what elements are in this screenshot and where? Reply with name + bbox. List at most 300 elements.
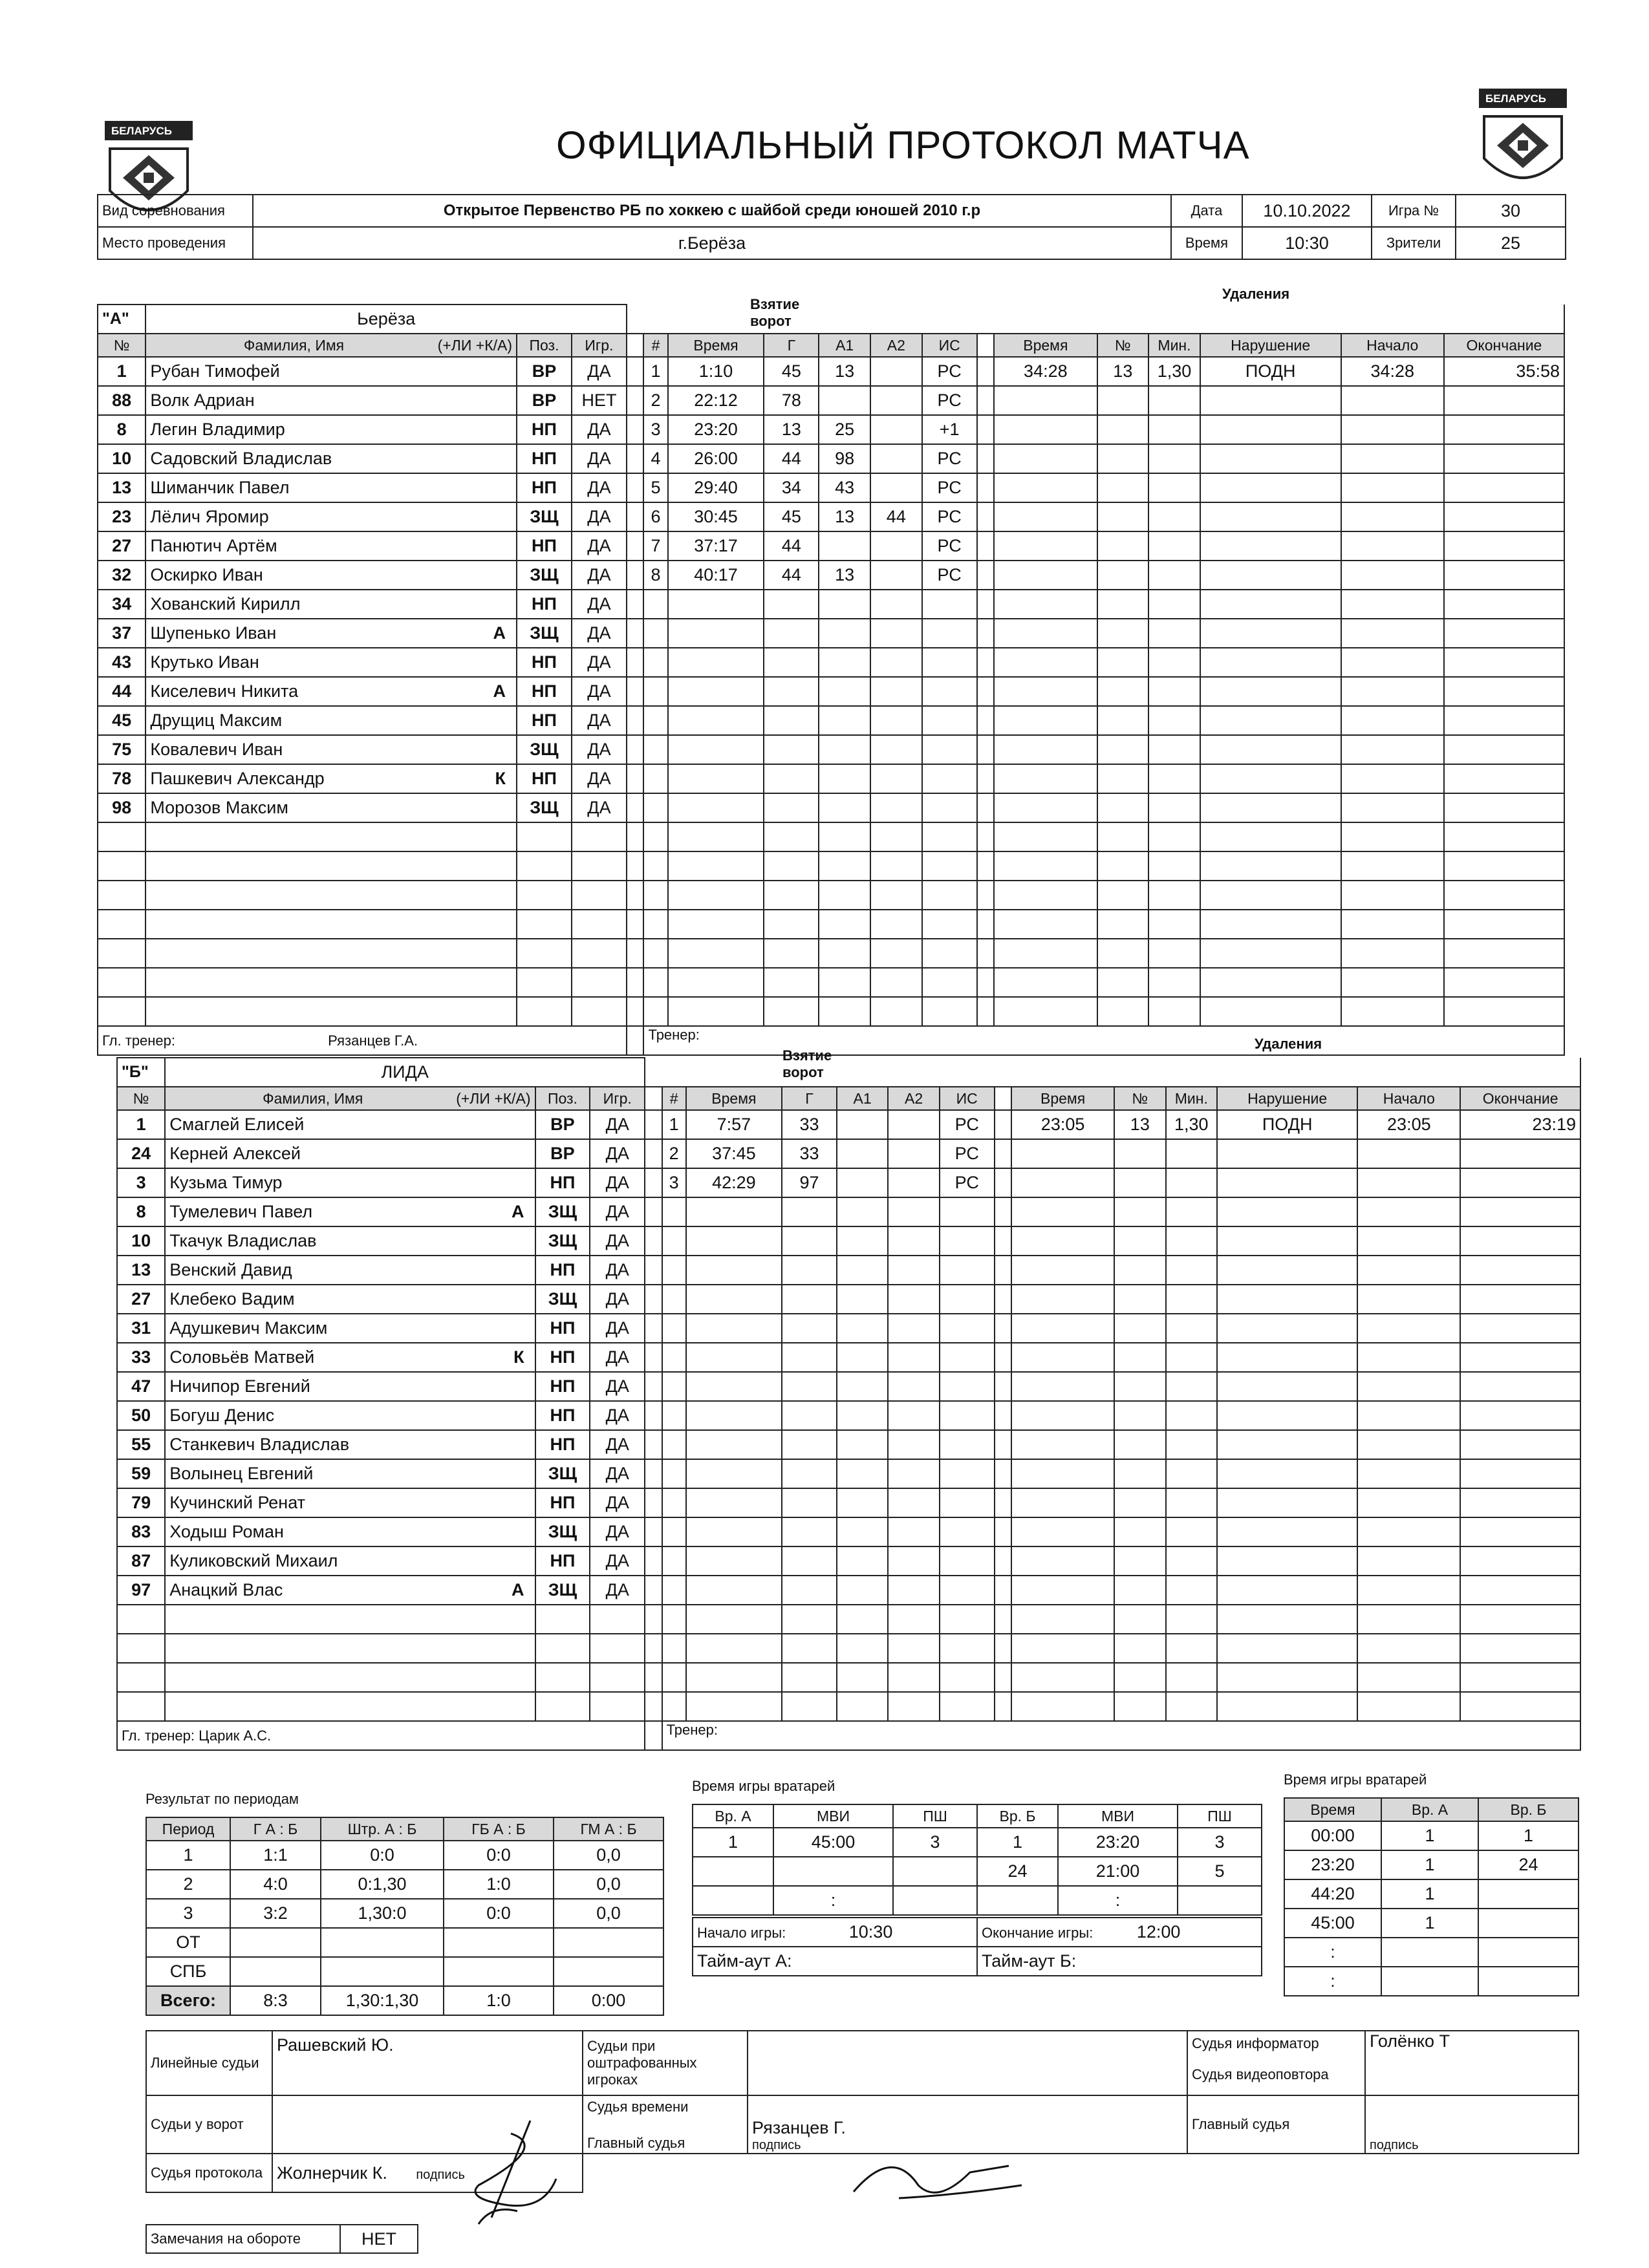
penalty-end: 35:58 <box>1444 357 1564 386</box>
goalie2-cell <box>1381 1967 1478 1996</box>
penalty-time <box>994 706 1097 735</box>
gap-cell <box>645 1110 662 1139</box>
penalty-time <box>1011 1663 1114 1692</box>
gap-cell <box>995 1314 1011 1343</box>
player-name-cell <box>146 531 517 561</box>
penalty-violation <box>1217 1401 1357 1430</box>
goal-number: 2 <box>662 1139 686 1168</box>
penalty-start <box>1357 1430 1460 1459</box>
goal-number <box>662 1634 686 1663</box>
goal-situation <box>940 1459 995 1488</box>
penalty-minutes <box>1148 531 1200 561</box>
penalty-number <box>1097 706 1149 735</box>
player-played: ДА <box>572 590 627 619</box>
penalty-end <box>1460 1372 1580 1401</box>
goal-time <box>668 910 764 939</box>
penalty-minutes <box>1166 1488 1217 1517</box>
team_a-name: Ьерёза <box>146 305 627 334</box>
goal-time <box>686 1605 782 1634</box>
gap-cell <box>977 939 995 968</box>
gap-cell <box>627 561 644 590</box>
penalty-violation <box>1200 997 1341 1026</box>
player-name-cell <box>146 386 517 415</box>
player-number: 32 <box>98 561 146 590</box>
team_a-col-a2: А2 <box>870 334 922 357</box>
penalty-violation <box>1217 1430 1357 1459</box>
team_a-col-pviol: Нарушение <box>1200 334 1341 357</box>
goal-situation: РС <box>922 386 977 415</box>
team_a-col-gap <box>627 334 644 357</box>
player-name-cell <box>165 1459 535 1488</box>
goalie-cell <box>1178 1886 1262 1915</box>
goal-assist1 <box>837 1110 888 1139</box>
goal-situation: РС <box>940 1168 995 1197</box>
player-name-cell <box>146 619 517 648</box>
penalty-violation <box>1200 706 1341 735</box>
player-position <box>535 1634 590 1663</box>
team_b-col-is: ИС <box>940 1087 995 1110</box>
penalty-minutes <box>1148 968 1200 997</box>
player-name-cell <box>146 735 517 764</box>
penalty-number <box>1114 1372 1165 1401</box>
penalty-time <box>994 735 1097 764</box>
goal-scorer <box>782 1226 837 1256</box>
penalty-end <box>1460 1692 1580 1721</box>
goal-time <box>686 1663 782 1692</box>
goal-scorer <box>782 1663 837 1692</box>
goal-situation <box>922 648 977 677</box>
periods-cell: Всего: <box>146 1986 230 2015</box>
penalty-time <box>1011 1576 1114 1605</box>
penalty-time <box>1011 1168 1114 1197</box>
penalty-start <box>1357 1663 1460 1692</box>
scorekeeper-sign-label: подпись <box>416 2167 465 2182</box>
goal-scorer <box>782 1256 837 1285</box>
goalie-header: ПШ <box>893 1804 977 1828</box>
goal-scorer <box>782 1372 837 1401</box>
goalie-time-table <box>692 1804 1262 1916</box>
penalty-judges-label: Судьи при оштрафованных игроках <box>583 2031 748 2095</box>
player-name-cell <box>165 1139 535 1168</box>
player-played: ДА <box>572 444 627 473</box>
team_a-head-coach-label: Гл. тренер: <box>102 1032 176 1049</box>
gap-cell <box>645 1605 662 1634</box>
goal-scorer: 78 <box>764 386 819 415</box>
player-position: НП <box>517 764 572 793</box>
goal-assist1 <box>837 1314 888 1343</box>
penalty-time <box>994 502 1097 531</box>
goal-scorer <box>764 793 819 822</box>
table-row <box>1284 1967 1579 1996</box>
goal-situation <box>922 968 977 997</box>
player-position: НП <box>517 444 572 473</box>
goal-number <box>662 1459 686 1488</box>
penalty-number <box>1114 1459 1165 1488</box>
table-row <box>117 1139 1580 1168</box>
goal-time <box>668 706 764 735</box>
gap-cell <box>977 561 995 590</box>
goalie2-cell: 44:20 <box>1284 1879 1381 1909</box>
goal-time: 42:29 <box>686 1168 782 1197</box>
penalty-number <box>1114 1605 1165 1634</box>
goalie2-cell <box>1478 1879 1579 1909</box>
penalty-end <box>1444 502 1564 531</box>
player-name: Клебеко Вадим <box>169 1289 295 1309</box>
player-number: 1 <box>98 357 146 386</box>
goal-time <box>668 997 764 1026</box>
team_a-col-goal: Г <box>764 334 819 357</box>
table-row <box>117 1692 1580 1721</box>
player-position: НП <box>517 648 572 677</box>
penalty-violation <box>1200 648 1341 677</box>
empty-cell <box>583 2154 1579 2192</box>
goal-situation <box>940 1256 995 1285</box>
penalty-end <box>1444 473 1564 502</box>
table-row <box>98 473 1564 502</box>
gap-cell <box>995 1546 1011 1576</box>
player-name-cell <box>165 1634 535 1663</box>
player-played: ДА <box>572 531 627 561</box>
table-row <box>1284 1850 1579 1879</box>
penalty-minutes <box>1166 1372 1217 1401</box>
gap-cell <box>995 1401 1011 1430</box>
goal-scorer: 97 <box>782 1168 837 1197</box>
penalty-number <box>1114 1256 1165 1285</box>
penalty-number <box>1097 444 1149 473</box>
penalty-time <box>994 764 1097 793</box>
goal-situation: РС <box>922 531 977 561</box>
penalty-minutes <box>1148 735 1200 764</box>
player-name-cell <box>146 561 517 590</box>
table-row <box>98 561 1564 590</box>
player-number: 75 <box>98 735 146 764</box>
penalty-time <box>994 793 1097 822</box>
gap-cell <box>645 1634 662 1663</box>
penalty-minutes <box>1166 1139 1217 1168</box>
gap-cell <box>977 793 995 822</box>
gap-cell <box>995 1372 1011 1401</box>
goal-time: 26:00 <box>668 444 764 473</box>
table-row <box>117 1401 1580 1430</box>
penalty-number <box>1114 1488 1165 1517</box>
table-row <box>117 1517 1580 1546</box>
team_a-col-gap2 <box>977 334 995 357</box>
penalty-violation <box>1200 764 1341 793</box>
player-role: К <box>513 1347 524 1367</box>
table-row <box>117 1285 1580 1314</box>
periods-header: ГМ А : Б <box>554 1817 663 1841</box>
gap-cell <box>995 1197 1011 1226</box>
goal-assist1: 13 <box>819 357 870 386</box>
goal-number: 4 <box>643 444 667 473</box>
team-a-penalties-title: Удаления <box>1222 286 1290 302</box>
player-name-cell <box>165 1692 535 1721</box>
goal-number <box>662 1576 686 1605</box>
goalie-cell <box>773 1857 893 1886</box>
penalty-violation <box>1200 822 1341 851</box>
goal-situation <box>922 910 977 939</box>
goalie-header: МВИ <box>773 1804 893 1828</box>
goalie-cell <box>693 1857 773 1886</box>
player-number: 24 <box>117 1139 165 1168</box>
goal-time: 7:57 <box>686 1110 782 1139</box>
penalty-end <box>1460 1197 1580 1226</box>
team_b-coach-cell <box>117 1721 645 1750</box>
player-position: НП <box>535 1168 590 1197</box>
goal-number <box>662 1343 686 1372</box>
player-name: Крутько Иван <box>150 652 259 672</box>
penalty-end <box>1444 939 1564 968</box>
goal-scorer: 13 <box>764 415 819 444</box>
goal-situation <box>940 1226 995 1256</box>
gap-cell <box>995 1139 1011 1168</box>
gap-cell <box>645 1168 662 1197</box>
goal-assist2 <box>888 1314 939 1343</box>
goal-situation <box>940 1546 995 1576</box>
player-position: НП <box>535 1546 590 1576</box>
team_b-col-gnum: # <box>662 1087 686 1110</box>
goal-scorer <box>764 590 819 619</box>
scorekeeper-signature-icon <box>453 2108 569 2237</box>
penalty-number <box>1114 1168 1165 1197</box>
goal-situation <box>922 939 977 968</box>
penalty-number <box>1097 677 1149 706</box>
player-number <box>117 1605 165 1634</box>
player-played: ДА <box>590 1314 645 1343</box>
player-played: ДА <box>590 1256 645 1285</box>
periods-cell: 4:0 <box>230 1870 321 1899</box>
player-played: ДА <box>590 1459 645 1488</box>
gap-cell <box>995 1634 1011 1663</box>
penalty-end <box>1444 851 1564 881</box>
referee-label: Главный судья <box>587 2135 685 2151</box>
penalty-violation <box>1217 1226 1357 1256</box>
goal-situation: РС <box>922 473 977 502</box>
player-name: Оскирко Иван <box>150 565 263 584</box>
gap-cell <box>627 386 644 415</box>
player-role: А <box>512 1202 524 1221</box>
penalty-violation <box>1200 386 1341 415</box>
goal-situation <box>922 793 977 822</box>
table-row <box>146 1870 663 1899</box>
team_a-trainer-label: Тренер: <box>643 1026 1564 1055</box>
penalty-time <box>1011 1430 1114 1459</box>
goalie2-cell: 45:00 <box>1284 1909 1381 1938</box>
gap-cell <box>645 1459 662 1488</box>
player-name: Панютич Артём <box>150 536 277 555</box>
penalty-start <box>1341 939 1444 968</box>
player-name-cell <box>146 648 517 677</box>
player-name: Шупенько Иван <box>150 623 277 643</box>
player-name-cell <box>165 1256 535 1285</box>
penalty-minutes <box>1148 415 1200 444</box>
goal-number <box>662 1546 686 1576</box>
goal-time <box>686 1197 782 1226</box>
goal-assist2 <box>888 1459 939 1488</box>
penalty-end <box>1444 531 1564 561</box>
gap-cell <box>977 851 995 881</box>
goal-time <box>686 1226 782 1256</box>
player-position: ЗЩ <box>535 1459 590 1488</box>
table-row <box>98 648 1564 677</box>
gap-cell <box>645 1401 662 1430</box>
penalty-violation <box>1217 1197 1357 1226</box>
penalty-start <box>1341 764 1444 793</box>
gap-cell <box>627 910 644 939</box>
penalty-number <box>1097 997 1149 1026</box>
goal-assist1 <box>819 677 870 706</box>
player-number: 47 <box>117 1372 165 1401</box>
player-played: ДА <box>590 1197 645 1226</box>
penalty-start <box>1357 1488 1460 1517</box>
penalty-violation <box>1217 1314 1357 1343</box>
player-name-cell <box>146 473 517 502</box>
team_b-col-name-label: Фамилия, Имя <box>263 1089 363 1107</box>
player-played: НЕТ <box>572 386 627 415</box>
team_a-col-ptime: Время <box>994 334 1097 357</box>
game-value: 30 <box>1456 195 1566 227</box>
player-played: ДА <box>590 1343 645 1372</box>
goal-assist2 <box>888 1605 939 1634</box>
penalty-end <box>1460 1430 1580 1459</box>
penalty-minutes <box>1166 1517 1217 1546</box>
player-number: 8 <box>98 415 146 444</box>
penalty-start <box>1341 677 1444 706</box>
team-b-table <box>116 1057 1581 1751</box>
team_a-col-pnum: № <box>1097 334 1149 357</box>
gap-cell <box>977 822 995 851</box>
player-number: 98 <box>98 793 146 822</box>
goal-assist2 <box>870 968 922 997</box>
penalty-number <box>1097 619 1149 648</box>
player-position: ВР <box>517 357 572 386</box>
penalty-time <box>994 881 1097 910</box>
penalty-time <box>994 968 1097 997</box>
goal-assist2 <box>888 1197 939 1226</box>
team_b-col-liKa: (+ЛИ +К/А) <box>456 1089 531 1107</box>
gap-cell <box>977 706 995 735</box>
gap-cell <box>995 1226 1011 1256</box>
player-position: ЗЩ <box>535 1517 590 1546</box>
player-name: Пашкевич Александр <box>150 769 325 788</box>
player-name-cell <box>146 590 517 619</box>
periods-cell: 0:0 <box>444 1899 554 1928</box>
scorekeeper-label: Судья протокола <box>146 2154 272 2192</box>
goal-assist1: 25 <box>819 415 870 444</box>
goal-assist2 <box>870 764 922 793</box>
penalty-violation: ПОДН <box>1200 357 1341 386</box>
goal-number <box>662 1663 686 1692</box>
player-name: Волк Адриан <box>150 390 255 410</box>
player-number: 27 <box>117 1285 165 1314</box>
informer-label-cell <box>1187 2031 1365 2095</box>
team_b-tag: "Б" <box>117 1058 165 1087</box>
player-name-cell <box>146 997 517 1026</box>
goal-assist2 <box>888 1430 939 1459</box>
time-value: 10:30 <box>1242 227 1372 259</box>
logo-right <box>1478 87 1568 194</box>
goal-time: 29:40 <box>668 473 764 502</box>
penalty-start <box>1341 502 1444 531</box>
periods-title: Результат по периодам <box>146 1791 299 1807</box>
goal-assist1 <box>819 386 870 415</box>
goal-assist2 <box>888 1285 939 1314</box>
table-row <box>1284 1821 1579 1850</box>
player-number: 27 <box>98 531 146 561</box>
gap-cell <box>627 648 644 677</box>
penalty-violation <box>1200 851 1341 881</box>
goal-assist2 <box>870 619 922 648</box>
player-position: НП <box>535 1372 590 1401</box>
informer-value: Голёнко Т <box>1365 2031 1579 2095</box>
goal-number: 6 <box>643 502 667 531</box>
table-row <box>117 1576 1580 1605</box>
penalty-number <box>1097 851 1149 881</box>
goal-scorer <box>782 1197 837 1226</box>
goal-assist2 <box>870 648 922 677</box>
team_b-col-a2: А2 <box>888 1087 939 1110</box>
goal-time <box>686 1576 782 1605</box>
gap-cell <box>627 822 644 851</box>
penalty-violation <box>1217 1256 1357 1285</box>
end-value: 12:00 <box>1136 1922 1181 1942</box>
table-row <box>98 968 1564 997</box>
goal-scorer: 44 <box>764 531 819 561</box>
goal-assist2 <box>888 1663 939 1692</box>
player-name: Куликовский Михаил <box>169 1551 338 1570</box>
gap-cell <box>645 1226 662 1256</box>
gap-cell <box>977 997 995 1026</box>
penalty-minutes <box>1166 1634 1217 1663</box>
player-name: Соловьёв Матвей <box>169 1347 315 1367</box>
goal-assist1 <box>819 881 870 910</box>
penalty-minutes <box>1148 561 1200 590</box>
player-position: ВР <box>535 1139 590 1168</box>
penalty-minutes <box>1148 822 1200 851</box>
player-name-cell <box>146 357 517 386</box>
date-value: 10.10.2022 <box>1242 195 1372 227</box>
player-name: Ничипор Евгений <box>169 1376 310 1396</box>
penalty-number <box>1114 1314 1165 1343</box>
goal-assist2 <box>888 1576 939 1605</box>
video-label: Судья видеоповтора <box>1192 2066 1329 2082</box>
penalty-time <box>1011 1459 1114 1488</box>
penalty-number <box>1114 1285 1165 1314</box>
periods-cell: ОТ <box>146 1928 230 1957</box>
table-row <box>146 1928 663 1957</box>
penalty-time <box>1011 1343 1114 1372</box>
goal-number: 3 <box>662 1168 686 1197</box>
team_a-col-liKa: (+ЛИ +К/А) <box>437 336 512 354</box>
table-row <box>98 881 1564 910</box>
table-row <box>146 1986 663 2015</box>
goal-assist1 <box>819 735 870 764</box>
penalty-number <box>1097 590 1149 619</box>
goal-number: 2 <box>643 386 667 415</box>
player-number: 8 <box>117 1197 165 1226</box>
penalty-number <box>1114 1517 1165 1546</box>
goal-number <box>643 735 667 764</box>
penalty-number <box>1114 1401 1165 1430</box>
gap-cell <box>627 706 644 735</box>
penalty-end <box>1444 735 1564 764</box>
team_a-col-name <box>146 334 517 357</box>
gap-cell <box>995 1285 1011 1314</box>
player-name: Анацкий Влас <box>169 1580 283 1599</box>
penalty-end <box>1460 1605 1580 1634</box>
player-name: Ткачук Владислав <box>169 1231 317 1250</box>
goal-scorer: 45 <box>764 502 819 531</box>
